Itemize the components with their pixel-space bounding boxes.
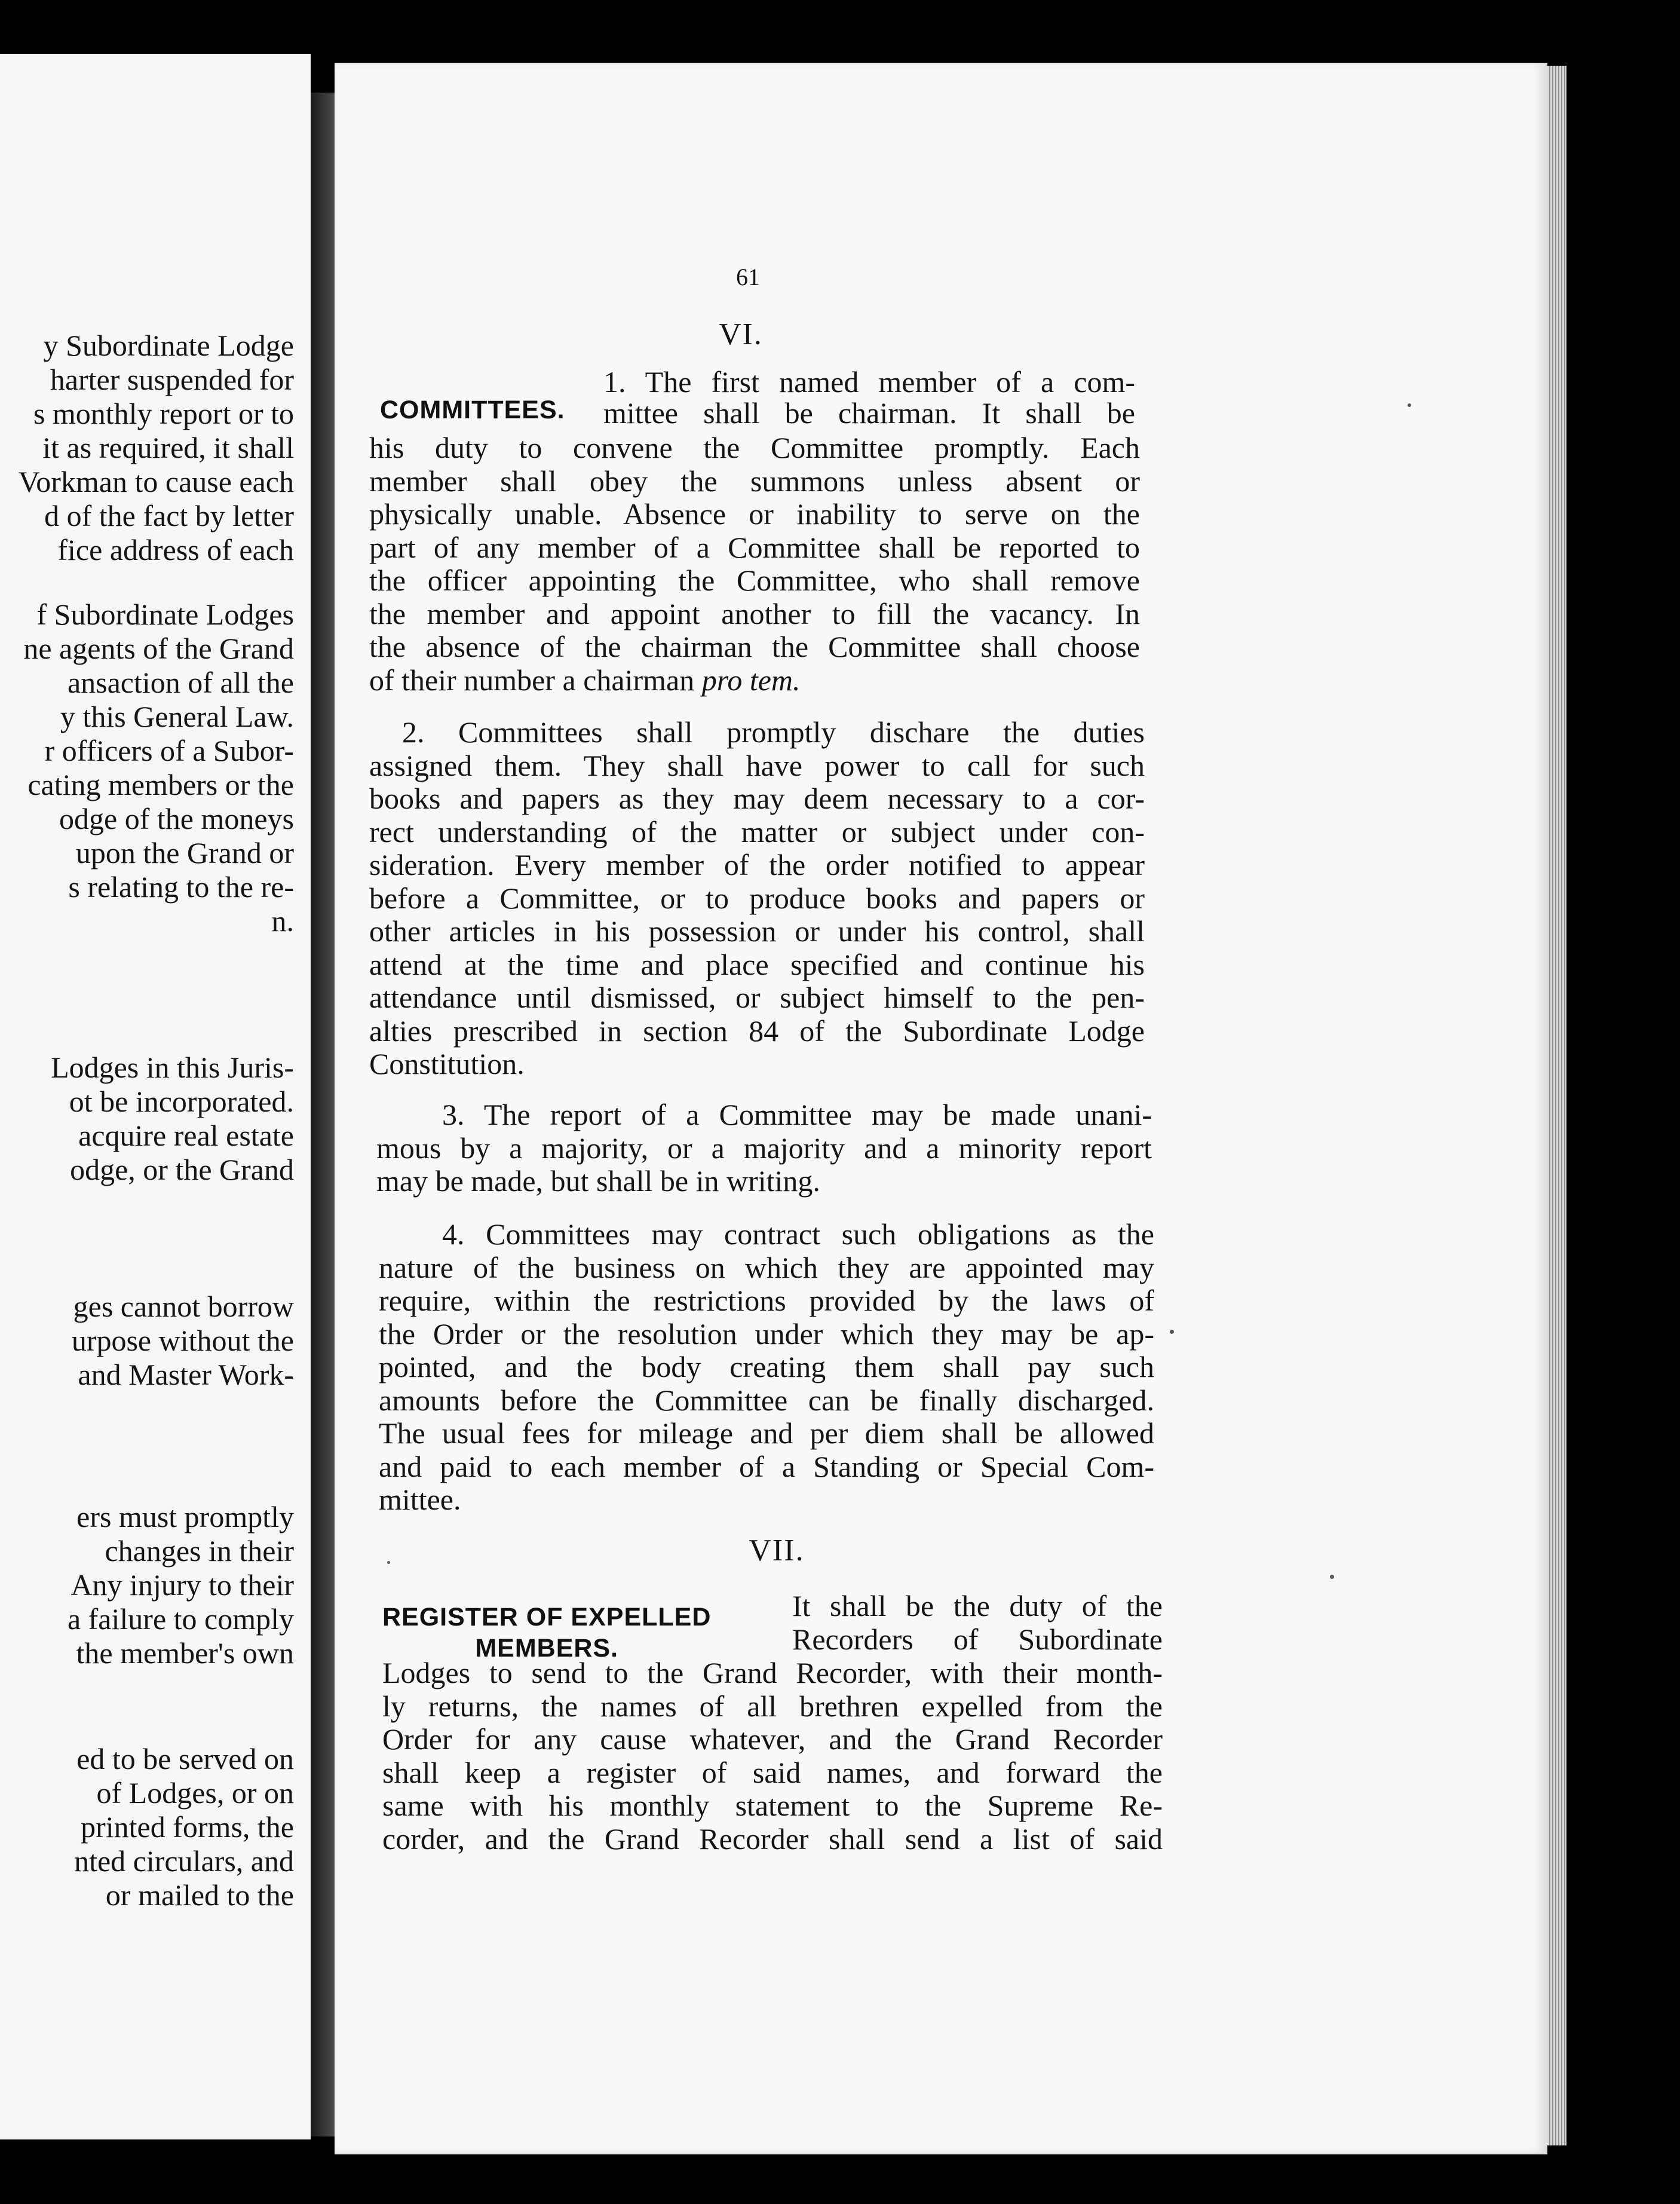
- scan-speck: [387, 1561, 390, 1564]
- left-text-line: d of the fact by letter: [44, 499, 294, 532]
- text-run: of their number a chairman: [369, 663, 702, 697]
- register-expelled-side-heading: [382, 1602, 711, 1664]
- text-line: amounts before the Committee can be finally discharged.: [379, 1383, 1154, 1417]
- heading-line: REGISTER OF EXPELLED: [382, 1603, 712, 1631]
- left-text-line: upon the Grand or: [75, 836, 294, 870]
- text-line: Order for any cause whatever, and the Grand Recorder: [382, 1722, 1163, 1756]
- left-text-line: Lodges in this Juris-: [51, 1051, 294, 1084]
- text-line: shall keep a register of said names, and forward the: [382, 1755, 1163, 1789]
- text-line: attend at the time and place specified and continue his: [369, 947, 1145, 981]
- text-line: pointed, and the body creating them shall pay such: [379, 1350, 1154, 1383]
- text-line: mittee shall be chairman. It shall be: [603, 396, 1135, 430]
- left-text-line: Vorkman to cause each: [18, 465, 294, 498]
- left-text-line: or mailed to the: [105, 1878, 294, 1912]
- left-text-line: the member's own: [76, 1636, 294, 1670]
- left-block-1: [0, 329, 294, 567]
- left-block-3: [0, 1051, 294, 1187]
- text-line: Recorders of Subordinate: [792, 1622, 1163, 1656]
- text-line: 4. Committees may contract such obligations as the: [442, 1217, 1154, 1251]
- text-line: mous by a majority, or a majority and a minority report: [376, 1131, 1152, 1165]
- text-line-last: [369, 664, 1140, 697]
- italic-pro-tem: pro tem.: [701, 663, 801, 697]
- heading-line: MEMBERS.: [475, 1634, 619, 1663]
- left-block-5: [0, 1500, 294, 1670]
- scan-speck: [1408, 403, 1411, 407]
- text-line: other articles in his possession or under his control, shall: [369, 914, 1145, 948]
- left-text-line: ed to be served on: [76, 1742, 294, 1776]
- left-text-line: y Subordinate Lodge: [43, 329, 294, 362]
- paragraph-3: [376, 1098, 1152, 1198]
- text-line: his duty to convene the Committee promptly. Each: [369, 431, 1140, 464]
- paragraph-4: [379, 1218, 1154, 1517]
- register-paragraph-opening: [792, 1590, 1163, 1656]
- left-text-line: ot be incorporated.: [69, 1085, 294, 1118]
- left-text-line: ansaction of all the: [67, 666, 294, 699]
- left-text-line: Any injury to their: [70, 1568, 294, 1602]
- left-text-line: n.: [271, 904, 294, 938]
- text-line: Lodges to send to the Grand Recorder, with their month-: [382, 1656, 1163, 1689]
- page-edges: [1547, 66, 1566, 2145]
- text-line: before a Committee, or to produce books and papers or: [369, 881, 1145, 915]
- scan-speck: [1170, 1330, 1174, 1334]
- text-line: mittee.: [379, 1483, 461, 1516]
- text-line: 2. Committees shall promptly dischare the duties: [402, 715, 1145, 749]
- text-line: assigned them. They shall have power to call for such: [369, 748, 1145, 782]
- section-vii-title: VII.: [749, 1533, 805, 1568]
- text-line: 3. The report of a Committee may be made unani-: [442, 1098, 1152, 1131]
- text-line: physically unable. Absence or inability to serve on the: [369, 497, 1140, 531]
- left-text-line: of Lodges, or on: [96, 1776, 294, 1810]
- left-text-line: nted circulars, and: [74, 1844, 294, 1878]
- scan-speck: [1330, 1575, 1334, 1579]
- register-paragraph: [382, 1657, 1163, 1856]
- left-text-line: printed forms, the: [81, 1810, 294, 1844]
- left-block-2: [0, 598, 294, 938]
- left-text-line: y this General Law.: [60, 700, 294, 733]
- left-text-line: cating members or the: [27, 768, 294, 801]
- text-line: the officer appointing the Committee, who shall remove: [369, 564, 1140, 597]
- text-line: may be made, but shall be in writing.: [376, 1164, 820, 1198]
- left-text-line: f Subordinate Lodges: [36, 598, 294, 631]
- text-line: rect understanding of the matter or subject under con-: [369, 815, 1145, 849]
- page-number: 61: [736, 264, 760, 290]
- left-block-6: [0, 1742, 294, 1912]
- text-line: require, within the restrictions provided by the laws of: [379, 1284, 1154, 1317]
- text-line: sideration. Every member of the order notified to appear: [369, 848, 1145, 881]
- left-text-line: changes in their: [105, 1534, 294, 1568]
- paragraph-1: [369, 431, 1140, 697]
- left-text-line: ne agents of the Grand: [23, 632, 294, 665]
- left-text-line: urpose without the: [71, 1324, 294, 1357]
- text-line: the member and appoint another to fill the vacancy. In: [369, 596, 1140, 630]
- text-line: part of any member of a Committee shall be reported to: [369, 530, 1140, 564]
- left-text-line: and Master Work-: [78, 1358, 294, 1391]
- left-text-line: s monthly report or to: [33, 397, 294, 430]
- text-line: Constitution.: [369, 1047, 525, 1080]
- left-text-line: a failure to comply: [67, 1602, 294, 1636]
- text-line: the absence of the chairman the Committee shall choose: [369, 630, 1140, 663]
- left-block-4: [0, 1290, 294, 1392]
- paragraph-1-opening: [603, 366, 1135, 430]
- text-line: and paid to each member of a Standing or Special Com-: [379, 1449, 1154, 1483]
- left-text-line: ers must promptly: [76, 1500, 294, 1533]
- left-text-line: r officers of a Subor-: [44, 734, 294, 767]
- text-line: alties prescribed in section 84 of the Subordinate Lodge: [369, 1014, 1145, 1048]
- section-vi-title: VI.: [719, 317, 763, 351]
- text-line: The usual fees for mileage and per diem shall be allowed: [379, 1416, 1154, 1450]
- text-line: It shall be the duty of the: [792, 1589, 1163, 1623]
- left-text-line: odge of the moneys: [59, 802, 294, 835]
- left-text-line: it as required, it shall: [42, 431, 294, 464]
- committees-side-heading: COMMITTEES.: [380, 396, 565, 424]
- text-line: same with his monthly statement to the Supreme Re-: [382, 1789, 1163, 1822]
- text-line: books and papers as they may deem necessary to a cor-: [369, 782, 1145, 815]
- left-page: [0, 54, 311, 2139]
- left-text-line: acquire real estate: [78, 1119, 294, 1152]
- left-text-line: harter suspended for: [50, 363, 294, 396]
- paragraph-2: [369, 716, 1145, 1081]
- text-line: 1. The first named member of a com-: [603, 365, 1135, 399]
- left-text-line: odge, or the Grand: [70, 1153, 294, 1186]
- left-text-line: s relating to the re-: [68, 870, 294, 904]
- text-line: nature of the business on which they are appointed may: [379, 1250, 1154, 1284]
- text-line: member shall obey the summons unless absent or: [369, 464, 1140, 498]
- text-line: ly returns, the names of all brethren expelled from the: [382, 1689, 1163, 1723]
- text-line: the Order or the resolution under which they may be ap-: [379, 1317, 1154, 1351]
- text-line: corder, and the Grand Recorder shall send a list of said: [382, 1822, 1163, 1856]
- left-text-line: fice address of each: [57, 533, 294, 567]
- left-text-line: ges cannot borrow: [73, 1290, 294, 1323]
- text-line: attendance until dismissed, or subject himself to the pen-: [369, 981, 1145, 1014]
